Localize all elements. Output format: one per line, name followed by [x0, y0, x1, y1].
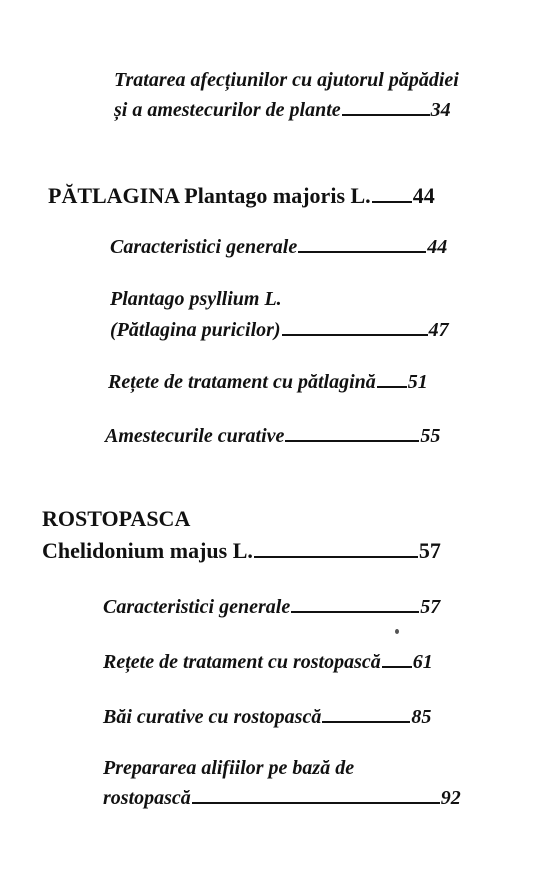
toc-entry-text: Tratarea afecțiunilor cu ajutorul păpădiei [114, 69, 459, 91]
leader-line [285, 440, 419, 442]
toc-entry-text: rostopască [103, 787, 191, 809]
leader-line [192, 802, 440, 804]
ink-speck [395, 629, 399, 634]
leader-line [322, 721, 410, 723]
page-number: 44 [427, 236, 448, 258]
toc-entry-line [103, 707, 431, 727]
leader-line [377, 386, 407, 388]
toc-section-heading [48, 185, 435, 207]
toc-entry-text: (Pătlagina puricilor) [110, 319, 281, 341]
leader-line [382, 666, 412, 668]
leader-line [282, 334, 428, 336]
leader-line [298, 251, 426, 253]
toc-entry-line [103, 788, 461, 808]
toc-section-heading: ROSTOPASCA [42, 506, 191, 531]
toc-entry-line [103, 652, 433, 672]
leader-line [372, 201, 412, 203]
page-number: 57 [418, 538, 441, 563]
section-title: PĂTLAGINA Plantago majoris L. [48, 183, 371, 208]
leader-line [254, 556, 418, 558]
page-number: 34 [430, 99, 451, 121]
toc-entry-text: Caracteristici generale [110, 236, 298, 258]
toc-entry-line [110, 320, 449, 340]
toc-entry-line [110, 237, 447, 257]
page-number: 51 [407, 371, 428, 393]
page-number: 57 [420, 596, 441, 618]
page-number: 44 [412, 183, 435, 208]
page-number: 92 [440, 787, 461, 809]
page-number: 47 [428, 319, 449, 341]
toc-entry-line [108, 372, 428, 392]
toc-entry-text: Rețete de tratament cu rostopască [103, 651, 381, 673]
toc-entry-text: Băi curative cu rostopască [103, 706, 322, 728]
toc-entry-text: Amestecurile curative [105, 425, 285, 447]
toc-entry-line [103, 597, 440, 617]
leader-line [342, 114, 430, 116]
toc-entry-text: Plantago psyllium L. [110, 288, 282, 310]
toc-entry-text: Rețete de tratament cu pătlagină [108, 371, 376, 393]
toc-entry-line [105, 426, 440, 446]
section-title: Chelidonium majus L. [42, 538, 253, 563]
toc-entry-text: Caracteristici generale [103, 596, 291, 618]
toc-entry-text: și a amestecurilor de plante [114, 99, 341, 121]
page-number: 55 [420, 425, 441, 447]
page-number: 85 [411, 706, 432, 728]
toc-section-heading [42, 540, 441, 562]
toc-entry-line [114, 100, 451, 120]
leader-line [291, 611, 419, 613]
page-number: 61 [412, 651, 433, 673]
toc-entry-text: Prepararea alifiilor pe bază de [103, 757, 355, 779]
